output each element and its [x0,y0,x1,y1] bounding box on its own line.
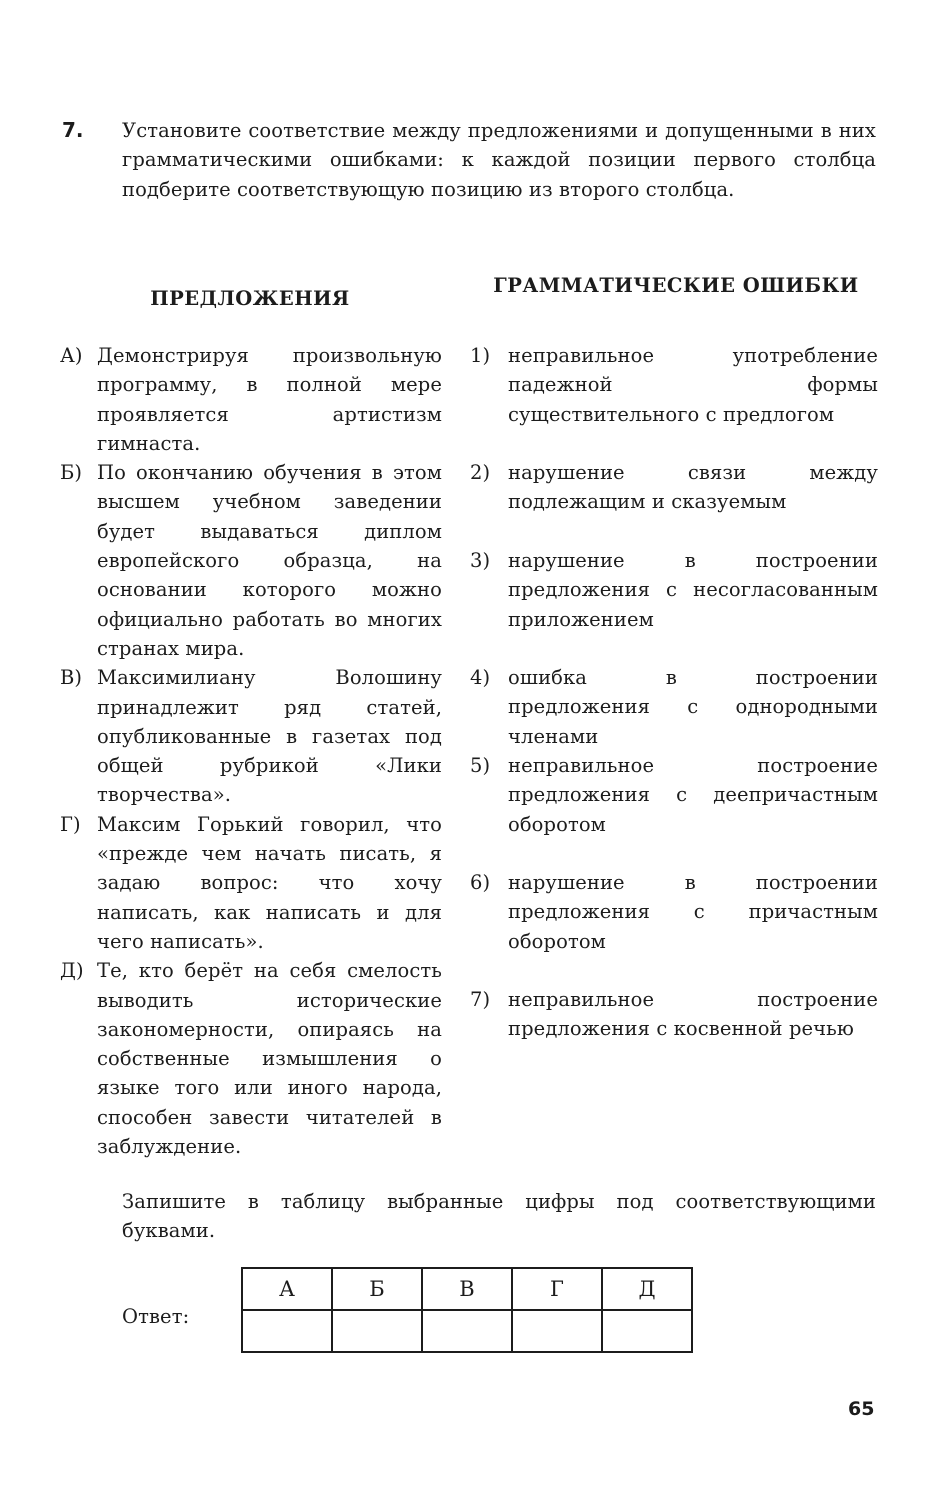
sentence-label: Д) [60,959,84,983]
sentence-text: Максимилиану Волошину принадлежит ряд статей, опубликованные в газетах под общей рубрикой «Лики творчества». [97,666,442,807]
sentences-header: ПРЕДЛОЖЕНИЯ [150,287,350,310]
error-label: 3) [470,549,491,572]
errors-list [470,341,878,1044]
question-number: 7. [62,118,84,142]
answer-column-header: А [242,1268,332,1310]
error-item [470,751,878,868]
answer-column-header: Г [512,1268,602,1310]
error-text: неправильное употребление падежной формы существительного с предлогом [508,344,878,426]
sentence-item [60,810,442,956]
error-text: нарушение связи между подлежащим и сказуемым [508,461,878,514]
error-label: 2) [470,461,491,484]
sentence-text: Демонстрируя произвольную программу, в полной мере проявляется артистизм гимнаста. [97,344,442,455]
answer-header-row [242,1268,692,1310]
answer-column-header: Д [602,1268,692,1310]
error-text: нарушение в построении предложения с причастным оборотом [508,871,878,953]
error-item [470,985,878,1044]
sentence-item [60,956,442,1161]
sentence-item [60,341,442,458]
error-label: 6) [470,871,491,894]
sentence-item [60,663,442,809]
error-item [470,341,878,458]
sentence-text: По окончанию обучения в этом высшем учебном заведении будет выдаваться диплом европейского образца, на основании которого можно официально работать во многих странах мира. [97,461,442,660]
error-label: 7) [470,988,491,1011]
error-label: 1) [470,344,491,367]
error-item [470,458,878,546]
answer-cell-d[interactable] [602,1310,692,1352]
sentence-item [60,458,442,663]
error-text: неправильное построение предложения с деепричастным оборотом [508,754,878,836]
answer-input-row [242,1310,692,1352]
error-item [470,546,878,663]
errors-header: ГРАММАТИЧЕСКИЕ ОШИБКИ [493,274,859,297]
answer-cell-v[interactable] [422,1310,512,1352]
error-text: неправильное построение предложения с косвенной речью [508,988,878,1041]
answer-table [241,1267,693,1353]
sentence-label: Г) [60,812,81,836]
error-label: 4) [470,666,491,689]
sentence-text: Максим Горький говорил, что «прежде чем начать писать, я задаю вопрос: что хочу написать, как написать и для чего написать». [97,812,442,953]
answer-label: Ответ: [122,1305,190,1328]
sentence-text: Те, кто берёт на себя смелость выводить исторические закономерности, опираясь на собственные измышления о языке того или иного народа, способен завести читателей в заблуждение. [97,959,442,1159]
question-text: Установите соответствие между предложениями и допущенными в них грамматическими ошибками: к каждой позиции первого столбца подберите соответствующую позицию из второго столбца. [122,119,876,201]
sentences-list [60,341,442,1161]
error-item [470,663,878,751]
sentence-label: В) [60,666,83,690]
answer-cell-a[interactable] [242,1310,332,1352]
answer-cell-g[interactable] [512,1310,602,1352]
page-number: 65 [848,1398,875,1420]
error-item [470,868,878,985]
answer-cell-b[interactable] [332,1310,422,1352]
sentence-label: А) [60,344,83,367]
answer-column-header: В [422,1268,512,1310]
error-text: нарушение в построении предложения с несогласованным приложением [508,549,878,631]
answer-column-header: Б [332,1268,422,1310]
sentence-label: Б) [60,461,83,485]
error-label: 5) [470,754,491,777]
error-text: ошибка в построении предложения с однородными членами [508,666,878,748]
instruction-text: Запишите в таблицу выбранные цифры под соответствующими буквами. [122,1190,876,1243]
